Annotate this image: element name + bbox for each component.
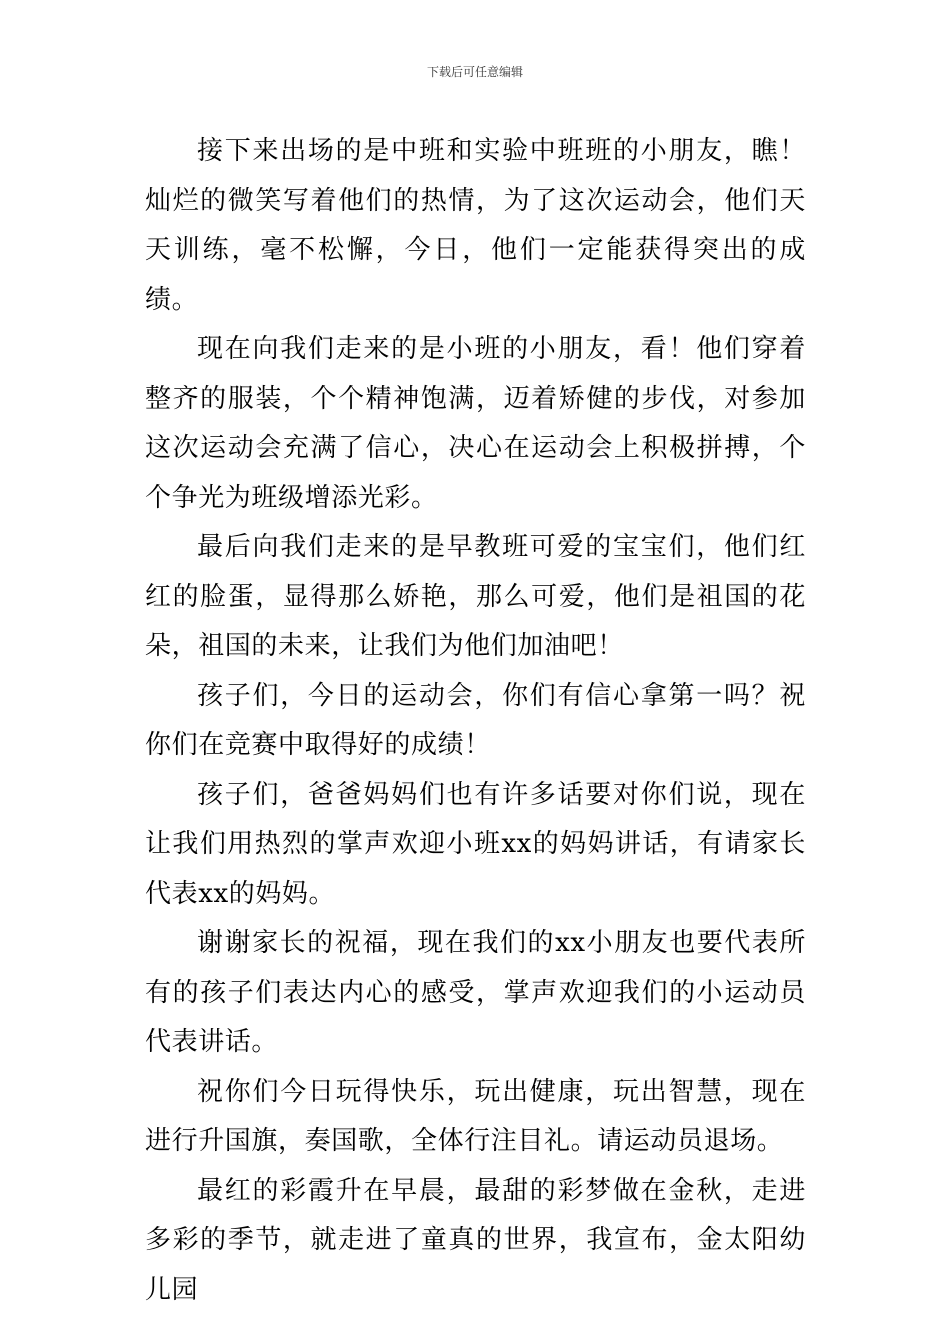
paragraph: 最红的彩霞升在早晨，最甜的彩梦做在金秋，走进多彩的季节，就走进了童真的世界，我宣布，金太阳幼儿园: [145, 1175, 806, 1305]
paragraph: 谢谢家长的祝福，现在我们的xx小朋友也要代表所有的孩子们表达内心的感受，掌声欢迎我们的小运动员代表讲话。: [145, 928, 806, 1057]
page-header: 下载后可任意编辑: [426, 65, 523, 79]
paragraph: 现在向我们走来的是小班的小朋友，看！他们穿着整齐的服装，个个精神饱满，迈着矫健的步伐，对参加这次运动会充满了信心，决心在运动会上积极拼搏，个个争光为班级增添光彩。: [145, 334, 806, 513]
paragraph: 孩子们，爸爸妈妈们也有许多话要对你们说，现在让我们用热烈的掌声欢迎小班xx的妈妈讲话，有请家长代表xx的妈妈。: [145, 779, 806, 909]
paragraph: 最后向我们走来的是早教班可爱的宝宝们，他们红红的脸蛋，显得那么娇艳，那么可爱，他们是祖国的花朵，祖国的未来，让我们为他们加油吧！: [145, 532, 806, 661]
paragraph: 接下来出场的是中班和实验中班班的小朋友，瞧！灿烂的微笑写着他们的热情，为了这次运动会，他们天天训练，毫不松懈，今日，他们一定能获得突出的成绩。: [145, 136, 806, 315]
document-body: [145, 127, 806, 1315]
paragraph: 孩子们，今日的运动会，你们有信心拿第一吗？祝你们在竞赛中取得好的成绩！: [145, 680, 806, 760]
paragraph: 祝你们今日玩得快乐，玩出健康，玩出智慧，现在进行升国旗，奏国歌，全体行注目礼。请运动员退场。: [145, 1076, 806, 1156]
